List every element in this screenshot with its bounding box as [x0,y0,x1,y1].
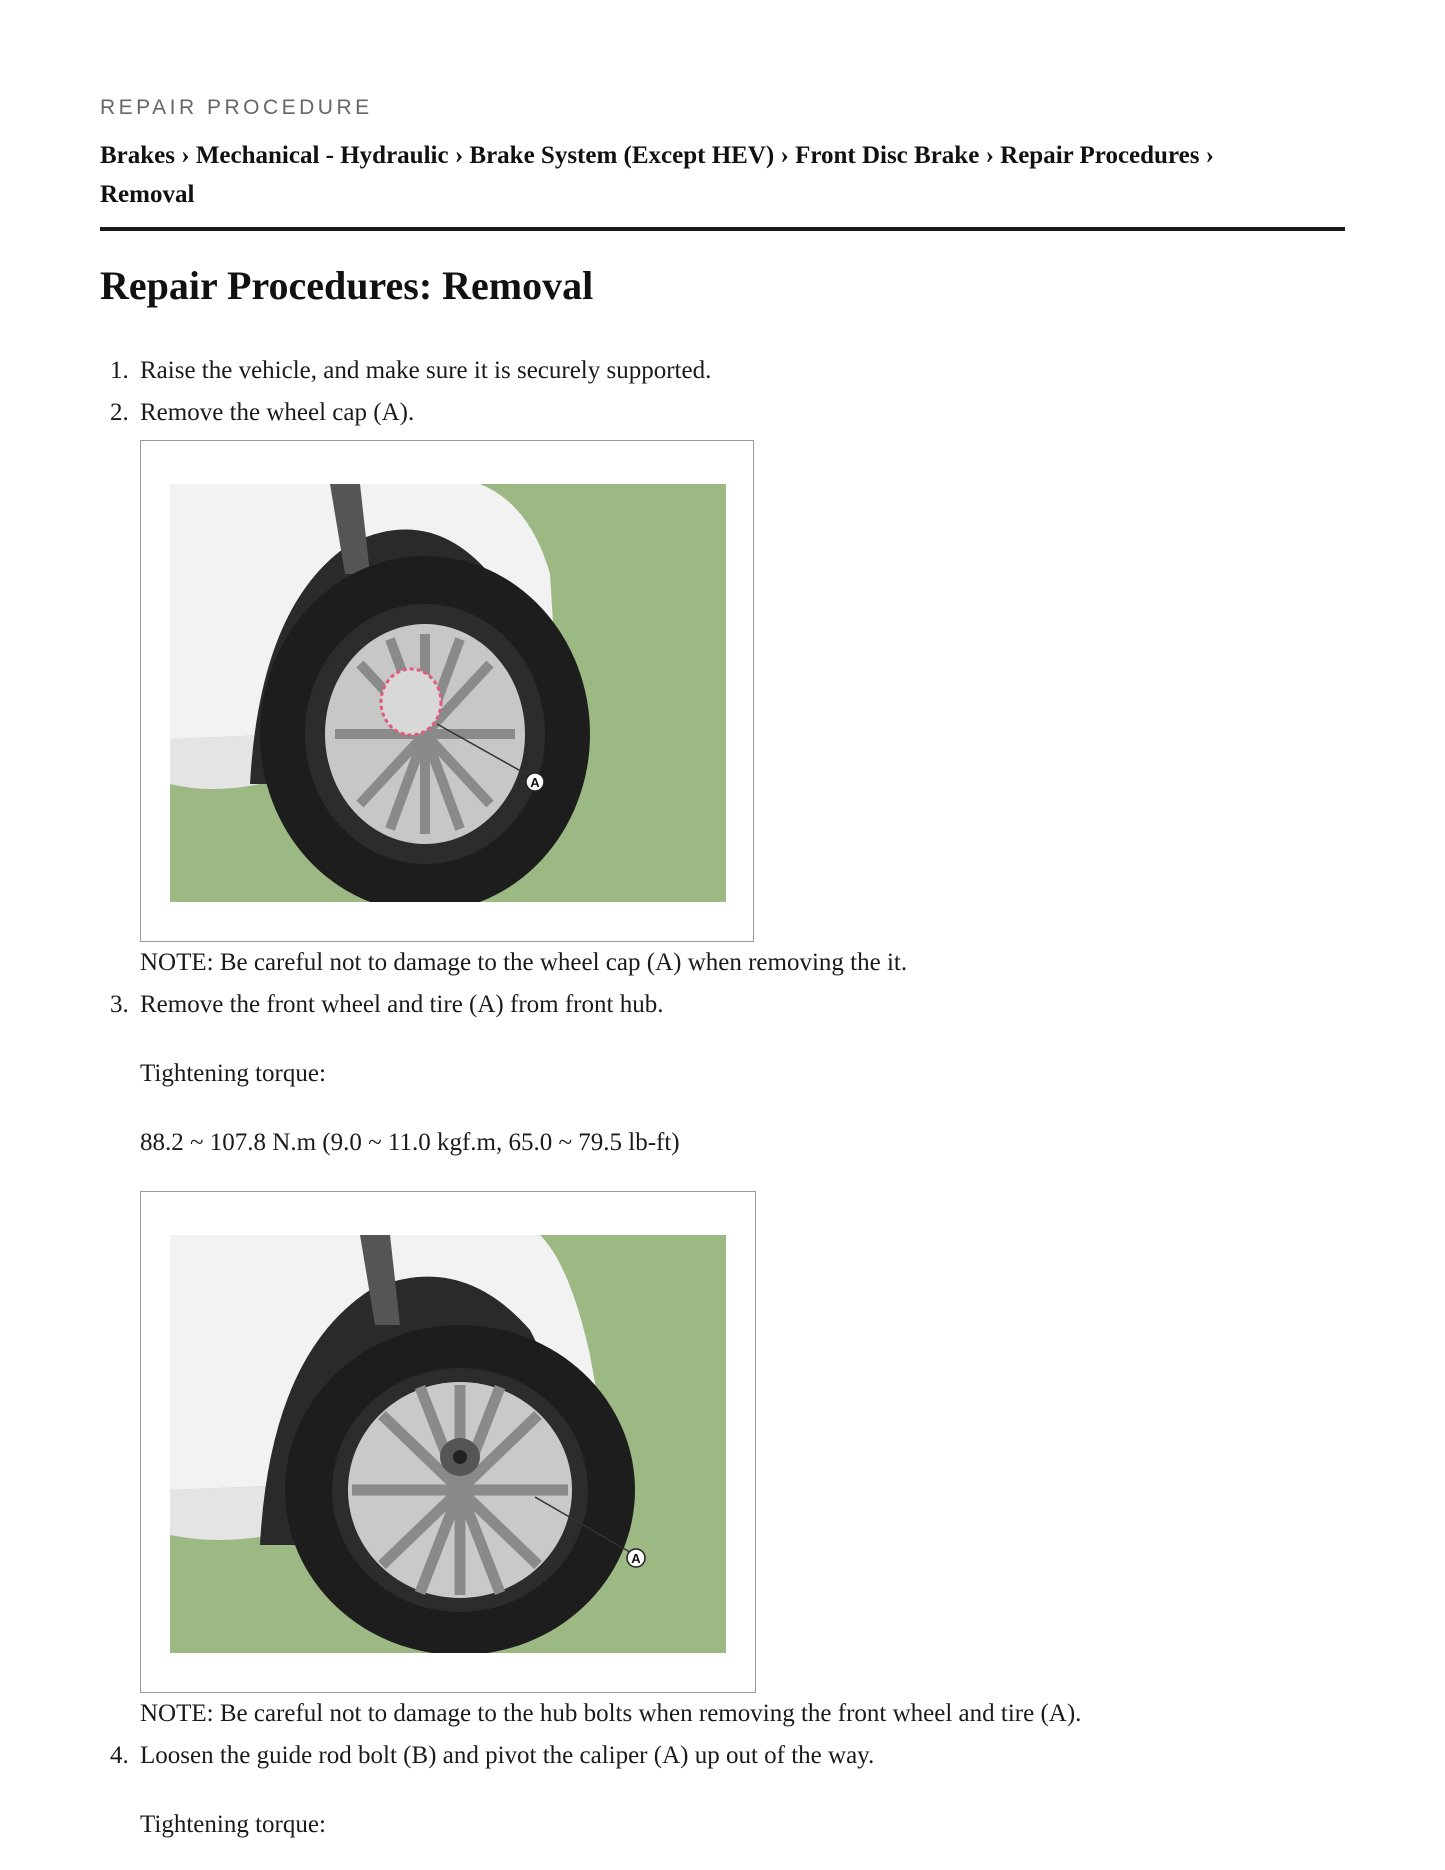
step-text: Loosen the guide rod bolt (B) and pivot the caliper (A) up out of the way. [140,1742,875,1769]
breadcrumb-separator: › [181,142,190,169]
step-1 [100,350,1345,392]
step-text: Raise the vehicle, and make sure it is securely supported. [140,357,712,384]
wheel-tire-illustration-icon [170,1235,726,1653]
breadcrumb-item-mechanical-hydraulic[interactable]: Mechanical - Hydraulic [195,142,449,169]
section-label: REPAIR PROCEDURE [100,96,373,119]
step-number: 2. [110,399,129,426]
step-number: 3. [110,991,129,1018]
procedure-steps [100,350,1345,1846]
callout-label: A [631,1551,641,1566]
step-text: Remove the wheel cap (A). [140,399,415,426]
step-note: NOTE: Be careful not to damage to the hub bolts when removing the front wheel and tire (A). [140,1700,1082,1727]
breadcrumb-separator: › [454,142,464,169]
torque-label: Tightening torque: [140,1811,326,1838]
step-number: 4. [110,1742,129,1769]
step-number: 1. [110,357,129,384]
step-3 [100,984,1345,1735]
step-4 [100,1735,1345,1846]
breadcrumb-separator: › [985,142,994,169]
torque-value: 88.2 ~ 107.8 N.m (9.0 ~ 11.0 kgf.m, 65.0 ~ 79.5 lb-ft) [140,1129,680,1156]
breadcrumb-item-removal: Removal [100,181,195,208]
page-title: Repair Procedures: Removal [100,263,594,308]
breadcrumb-item-repair-procedures[interactable]: Repair Procedures [1000,142,1200,169]
wheel-cap-figure [140,440,754,942]
step-2 [100,392,1345,984]
wheel-tire-figure [140,1191,756,1693]
callout-label: A [530,775,540,790]
breadcrumb-item-front-disc-brake[interactable]: Front Disc Brake [795,142,980,169]
header-divider [100,227,1345,231]
wheel-cap-illustration-icon [170,484,726,902]
breadcrumb-item-brake-system[interactable]: Brake System (Except HEV) [469,142,775,169]
step-text: Remove the front wheel and tire (A) from front hub. [140,991,664,1018]
breadcrumb-separator: › [780,142,789,169]
step-note: NOTE: Be careful not to damage to the wheel cap (A) when removing the it. [140,949,908,976]
breadcrumb-separator: › [1205,142,1214,169]
breadcrumb [100,136,1340,214]
breadcrumb-item-brakes[interactable]: Brakes [100,142,175,169]
torque-label: Tightening torque: [140,1060,326,1087]
